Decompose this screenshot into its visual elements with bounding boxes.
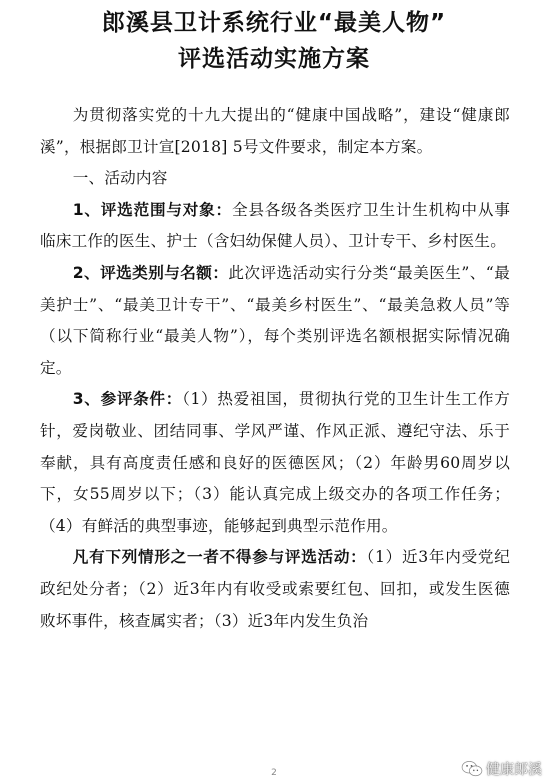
item-paragraph-1 [40, 195, 510, 258]
watermark [461, 759, 542, 779]
item-text-3: （1）热爱祖国，贯彻执行党的卫生计生工作方针，爱岗敬业、团结同事、学风严谨、作风正派、遵纪守法、乐于奉献，具有高度责任感和良好的医德医风；（2）年龄男60周岁以下，女55周岁以下；（3）能认真完成上级交办的各项工作任务；（4）有鲜活的典型事迹，能够起到典型示范作用。 [40, 390, 510, 535]
document-title-line-2: 评选活动实施方案 [178, 46, 370, 72]
section-heading: 一、活动内容 [72, 169, 168, 188]
page-number: 2 [271, 768, 277, 778]
exclusion-paragraph [40, 542, 510, 637]
item-label-3: 3、参评条件： [72, 390, 182, 409]
item-label-1: 1、评选范围与对象： [72, 200, 232, 219]
exclusion-label: 凡有下列情形之一者不得参与评选活动： [72, 548, 367, 567]
watermark-text: 健康郎溪 [486, 762, 542, 778]
wechat-icon [461, 760, 483, 778]
intro-paragraph: 为贯彻落实党的十九大提出的“健康中国战略”，建设“健康郎溪”，根据郎卫计宣[2018] 5号文件要求，制定本方案。 [40, 106, 510, 156]
document-body [40, 100, 510, 637]
document-title-line-1: 郎溪县卫计系统行业“最美人物” [101, 10, 447, 36]
item-text-2: 此次评选活动实行分类“最美医生”、“最美护士”、“最美卫计专干”、“最美乡村医生”、“最美急救人员”等（以下简称行业“最美人物”），每个类别评选名额根据实际情况确定。 [40, 263, 510, 377]
item-text-1: 全县各级各类医疗卫生计生机构中从事临床工作的医生、护士（含妇幼保健人员）、卫计专干、乡村医生。 [40, 200, 510, 251]
exclusion-text: （1）近3年内受党纪政纪处分者；（2）近3年内有收受或索要红包、回扣，或发生医德败坏事件，核查属实者；（3）近3年内发生负治 [40, 548, 510, 630]
item-label-2: 2、评选类别与名额： [72, 263, 229, 282]
item-paragraph-2 [40, 258, 510, 384]
item-paragraph-3 [40, 384, 510, 542]
